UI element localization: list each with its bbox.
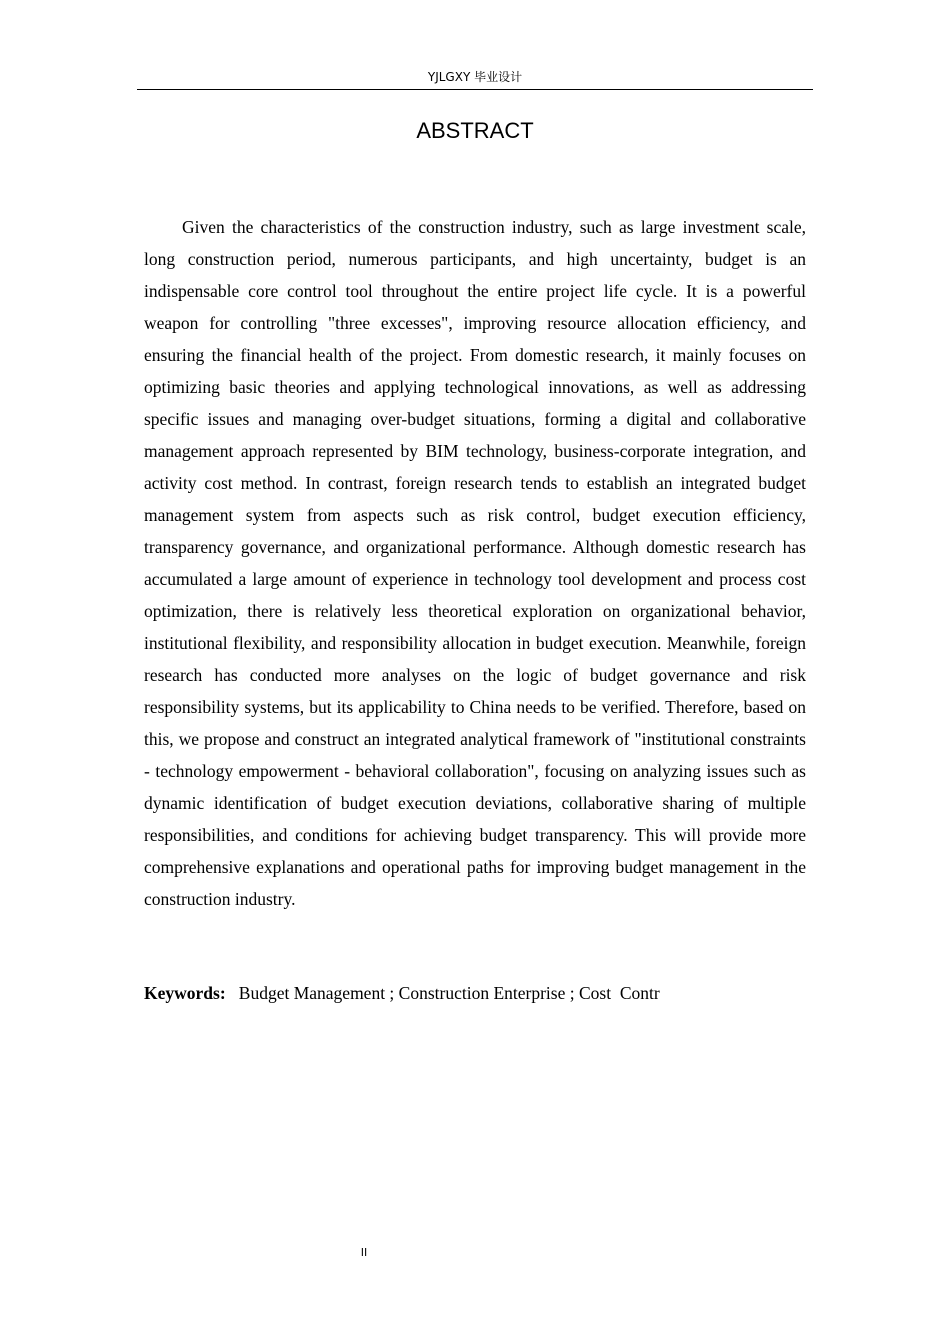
keywords-line bbox=[144, 977, 806, 1009]
header-text: YJLGXY 毕业设计 bbox=[427, 70, 523, 84]
page-header bbox=[137, 68, 813, 90]
keywords-value: Budget Management ; Construction Enterprise ; Cost Contr bbox=[238, 983, 660, 1003]
page-title: ABSTRACT bbox=[416, 118, 534, 143]
abstract-paragraph: Given the characteristics of the construction industry, such as large investment scale, long construction period, numerous participants, and high uncertainty, budget is an indispensable core control tool throughout the entire project life cycle. It is a powerful weapon for controlling "three excesses", improving resource allocation efficiency, and ensuring the financial health of the project. From domestic research, it mainly focuses on optimizing basic theories and applying technological innovations, as well as addressing specific issues and managing over-budget situations, forming a digital and collaborative management approach represented by BIM technology, business-corporate integration, and activity cost method. In contrast, foreign research tends to establish an integrated budget management system from aspects such as risk control, budget execution efficiency, transparency governance, and organizational performance. Although domestic research has accumulated a large amount of experience in technology tool development and process cost optimization, there is relatively less theoretical exploration on organizational behavior, institutional flexibility, and responsibility allocation in budget execution. Meanwhile, foreign research has conducted more analyses on the logic of budget governance and risk responsibility systems, but its applicability to China needs to be verified. Therefore, based on this, we propose and construct an integrated analytical framework of "institutional constraints - technology empowerment - behavioral collaboration", focusing on analyzing issues such as dynamic identification of budget execution deviations, collaborative sharing of multiple responsibilities, and conditions for achieving budget transparency. This will provide more comprehensive explanations and operational paths for improving budget management in the construction industry. bbox=[144, 217, 806, 909]
page-number: II bbox=[360, 1246, 368, 1259]
keywords-label: Keywords: bbox=[144, 983, 226, 1003]
